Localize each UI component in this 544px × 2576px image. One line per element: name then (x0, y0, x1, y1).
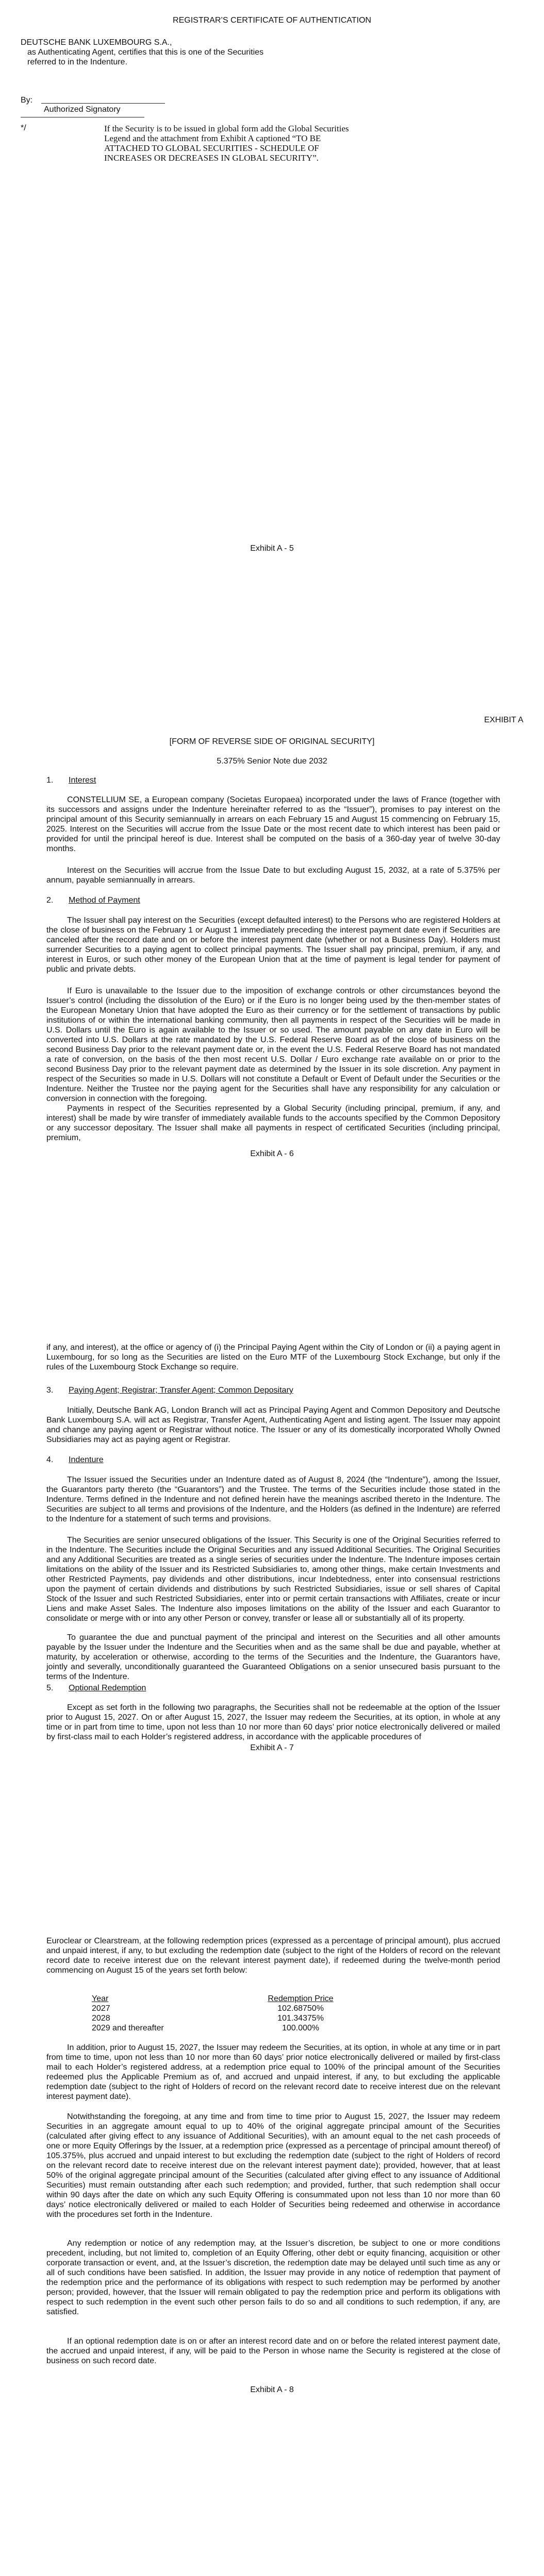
section-3-title: Paying Agent; Registrar; Transfer Agent; Common Depositary (69, 1386, 293, 1395)
certificate-title: REGISTRAR’S CERTIFICATE OF AUTHENTICATION (173, 16, 371, 25)
agent-description-line-1: as Authenticating Agent, certifies that this is one of the Securities (27, 48, 264, 57)
by-label: By: (21, 96, 33, 105)
optional-redemption-paragraph-5: If an optional redemption date is on or after an interest record date and on or before the related interest payment date, the accrued and unpaid interest, if any, will be paid to the Person in whose name the Security is registered at the close of business on such record date. (46, 2337, 500, 2365)
redemption-price-table (92, 1994, 339, 2033)
payment-paragraph-1: The Issuer shall pay interest on the Securities (except defaulted interest) to the Persons who are registered Holders at the close of business on the February 1 or August 1 immediately preceding the interest payment date even if Securities are canceled after the record date and on or before the interest payment date (whether or not a Business Day). Holders must surrender Securities to a paying agent to collect principal payments. The Issuer shall pay principal, premium, if any, and interest in Euros, or such other money of the European Union that at the time of payment is legal tender for payment of public and private debts. (46, 916, 500, 974)
optional-redemption-paragraph-2: In addition, prior to August 15, 2027, the Issuer may redeem the Securities, at its option, in whole at any time or in part from time to time, upon not less than 10 nor more than 60 days’ prior notice electronically delivered or mailed by first-class mail to each Holder’s registered address, at a redemption price equal to 100% of the principal amount of the Securities redeemed plus the Applicable Premium as of, and accrued and unpaid interest, if any, to but excluding the applicable redemption date (subject to the right of Holders of record on the relevant record date to receive interest due on the relevant interest payment date). (46, 2043, 500, 2101)
section-1-number: 1. (46, 776, 54, 785)
footnote-line-4: INCREASES OR DECREASES IN GLOBAL SECURITY”. (104, 153, 319, 163)
paying-agent-paragraph: Initially, Deutsche Bank AG, London Branch will act as Principal Paying Agent and Common Depository and Deutsche Bank Luxembourg S.A. will act as Registrar, Transfer Agent, Authenticating Agent and listing agent. The Issuer may appoint and change any paying agent or Registrar without notice. The Issuer or any of its domestically incorporated Wholly Owned Subsidiaries may act as paying agent or Registrar. (46, 1406, 500, 1444)
footnote-marker: */ (21, 124, 26, 132)
section-4-title: Indenture (69, 1455, 104, 1464)
payment-paragraph-2: If Euro is unavailable to the Issuer due to the imposition of exchange controls or other circumstances beyond the Issuer’s control (including the dissolution of the Euro) or if the Euro is no longer being used by the then-member states of the European Monetary Union that have adopted the Euro as their currency or for the settlement of transactions by public institutions of or within the international banking community, then all payments in respect of the Securities will be made in U.S. Dollars until the Euro is again available to the Issuer or so used. The amount payable on any date in Euro will be converted into U.S. Dollars at the rate mandated by the U.S. Federal Reserve Board as of the close of business on the second Business Day prior to the relevant payment date or, in the event the U.S. Federal Reserve Board has not mandated a rate of conversion, on the basis of the then most recent U.S. Dollar / Euro exchange rate available on or prior to the second Business Day prior to the relevant payment date as determined by the Issuer in its sole discretion. Any payment in respect of the Securities so made in U.S. Dollars will not constitute a Default or Event of Default under the Securities or the Indenture. Neither the Trustee nor the paying agent for the Securities shall have any responsibility for any calculation or conversion in connection with the foregoing. (46, 987, 500, 1103)
exhibit-label: EXHIBIT A (484, 716, 523, 724)
footnote-line-2: Legend and the attachment from Exhibit A captioned “TO BE (104, 133, 321, 143)
page-number-5: Exhibit A - 5 (250, 544, 294, 553)
footnote-line-1: If the Security is to be issued in global form add the Global Securities (104, 124, 349, 133)
agent-description-line-2: referred to in the Indenture. (27, 58, 127, 66)
optional-redemption-paragraph-4: Any redemption or notice of any redemption may, at the Issuer’s discretion, be subject to one or more conditions precedent, including, but not limited to, completion of an Equity Offering, other debt or equity financing, acquisition or other corporate transaction or event, and, at the Issuer’s discretion, the redemption date may be delayed until such time as any or all of such conditions have been satisfied. In addition, the Issuer may provide in any notice of redemption that payment of the redemption price and the performance of its obligations with respect to such redemption may be performed by another person; provided, however, that the Issuer will remain obligated to pay the redemption price and perform its obligations with respect to such redemption in the event such other person fails to do so and all conditions to such redemption, if any, are satisfied. (46, 2239, 500, 2316)
interest-paragraph-2: Interest on the Securities will accrue from the Issue Date to but excluding August 15, 2032, at a rate of 5.375% per annum, payable semiannually in arrears. (46, 866, 500, 885)
form-heading: [FORM OF REVERSE SIDE OF ORIGINAL SECURITY] (169, 737, 375, 746)
section-2-title: Method of Payment (69, 896, 140, 905)
section-5-number: 5. (46, 1684, 54, 1692)
page-number-6: Exhibit A - 6 (250, 1149, 294, 1158)
indenture-paragraph-3: To guarantee the due and punctual payment of the principal and interest on the Securities and all other amounts payable by the Issuer under the Indenture and the Securities when and as the same shall be due and payable, whether at maturity, by acceleration or otherwise, according to the terms of the Securities and the Indenture, the Guarantors have, jointly and severally, unconditionally guaranteed the Guaranteed Obligations on a senior unsecured basis pursuant to the terms of the Indenture. (46, 1633, 500, 1681)
indenture-paragraph-1: The Issuer issued the Securities under an Indenture dated as of August 8, 2024 (the “Indenture”), among the Issuer, the Guarantors party thereto (the “Guarantors”) and the Trustee. The terms of the Securities include those stated in the Indenture. Terms defined in the Indenture and not defined herein have the meanings ascribed thereto in the Indenture. The Securities are subject to all terms and provisions of the Indenture, and the Holders (as defined in the Indenture) are referred to the Indenture for a statement of such terms and provisions. (46, 1476, 500, 1523)
indenture-paragraph-2: The Securities are senior unsecured obligations of the Issuer. This Security is one of the Original Securities referred to in the Indenture. The Securities include the Original Securities and any issued Additional Securities. The Original Securities and any Additional Securities are treated as a single series of securities under the Indenture. The Indenture imposes certain limitations on the ability of the Issuer and its Restricted Subsidiaries to, among other things, make certain Investments and other Restricted Payments, pay dividends and other distributions, incur Indebtedness, enter into consensual restrictions upon the payment of certain dividends and distributions by such Restricted Subsidiaries, issue or sell shares of Capital Stock of the Issuer and such Restricted Subsidiaries, enter into or permit certain transactions with Affiliates, create or incur Liens and make Asset Sales. The Indenture also imposes limitations on the ability of the Issuer and each Guarantor to consolidate or merge with or into any other Person or convey, transfer or lease all or substantially all of its property. (46, 1536, 500, 1623)
table-cell-price: 102.68750% (277, 2004, 324, 2013)
agent-name: DEUTSCHE BANK LUXEMBOURG S.A., (21, 38, 172, 47)
section-3-number: 3. (46, 1386, 54, 1395)
authorized-signatory-label: Authorized Signatory (44, 105, 121, 114)
table-header-year: Year (92, 1994, 109, 2003)
page-number-7: Exhibit A - 7 (250, 1743, 294, 1752)
interest-paragraph-1: CONSTELLIUM SE, a European company (Societas Europaea) incorporated under the laws of France (together with its successors and assigns under the Indenture hereinafter referred to as the “Issuer”), promises to pay interest on the principal amount of this Security semiannually in arrears on each February 15 and August 15 commencing on February 15, 2025. Interest on the Securities will accrue from the Issue Date or the most recent date to which interest has been paid or provided for until the principal hereof is due. Interest shall be computed on the basis of a 360-day year of twelve 30-day months. (46, 795, 500, 853)
table-row (92, 2023, 339, 2033)
signature-line (41, 103, 165, 104)
optional-redemption-paragraph-3: Notwithstanding the foregoing, at any time and from time to time prior to August 15, 2027, the Issuer may redeem Securities in an aggregate amount equal to up to 40% of the original aggregate principal amount of the Securities (calculated after giving effect to any issuance of Additional Securities), with an amount equal to the net cash proceeds of one or more Equity Offerings by the Issuer, at a redemption price (expressed as a percentage of principal amount thereof) of 105.375%, plus accrued and unpaid interest to but excluding the redemption date (subject to the right of Holders of record on the relevant record date to receive interest due on the relevant interest payment date); provided, however, that at least 50% of the original aggregate principal amount of the Securities (calculated after giving effect to any issuance of Additional Securities) must remain outstanding after each such redemption; and provided, further, that such redemption shall occur within 90 days after the date on which any such Equity Offering is consummated upon not less than 10 nor more than 60 days’ notice electronically delivered or mailed to each Holder of Securities being redeemed and otherwise in accordance with the procedures set forth in the Indenture. (46, 2112, 500, 2219)
table-cell-year: 2028 (92, 2014, 110, 2023)
section-4-number: 4. (46, 1455, 54, 1464)
optional-redemption-paragraph-1: Except as set forth in the following two paragraphs, the Securities shall not be redeemable at the option of the Issuer prior to August 15, 2027. On or after August 15, 2027, the Issuer may redeem the Securities, at its option, in whole at any time or in part from time to time, upon not less than 10 nor more than 60 days’ prior notice electronically delivered or mailed by first-class mail to each Holder’s registered address, in accordance with the applicable procedures of (46, 1703, 500, 1741)
payment-paragraph-3: Payments in respect of the Securities represented by a Global Security (including principal, premium, if any, and interest) shall be made by wire transfer of immediately available funds to the accounts specified by the Common Depository or any successor depositary. The Issuer shall make all payments in respect of certificated Securities (including principal, premium, (46, 1104, 500, 1142)
page-number-8: Exhibit A - 8 (250, 2385, 294, 2394)
table-cell-year: 2029 and thereafter (92, 2024, 164, 2032)
section-5-title: Optional Redemption (69, 1684, 146, 1692)
table-header-redemption-price: Redemption Price (268, 1994, 334, 2003)
table-row (92, 2004, 339, 2013)
table-cell-price: 100.000% (282, 2024, 320, 2032)
table-cell-price: 101.34375% (277, 2014, 324, 2023)
optional-redemption-paragraph-1-continued: Euroclear or Clearstream, at the following redemption prices (expressed as a percentage of principal amount), plus accrued and unpaid interest, if any, to but excluding the redemption date (subject to the right of the Holders of record on the relevant record date to receive interest due on the relevant interest payment date), if redeemed during the twelve-month period commencing on August 15 of the years set forth below: (46, 1937, 500, 1975)
table-cell-year: 2027 (92, 2004, 110, 2013)
table-row (92, 2013, 339, 2023)
note-title: 5.375% Senior Note due 2032 (217, 757, 327, 766)
section-1-title: Interest (69, 776, 96, 785)
section-2-number: 2. (46, 896, 54, 905)
payment-paragraph-3-continued: if any, and interest), at the office or agency of (i) the Principal Paying Agent within the City of London or (ii) a paying agent in Luxembourg, for so long as the Securities are listed on the Euro MTF of the Luxembourg Stock Exchange, but only if the rules of the Luxembourg Stock Exchange so require. (46, 1343, 500, 1371)
footnote-line-3: ATTACHED TO GLOBAL SECURITIES - SCHEDULE OF (104, 143, 319, 153)
